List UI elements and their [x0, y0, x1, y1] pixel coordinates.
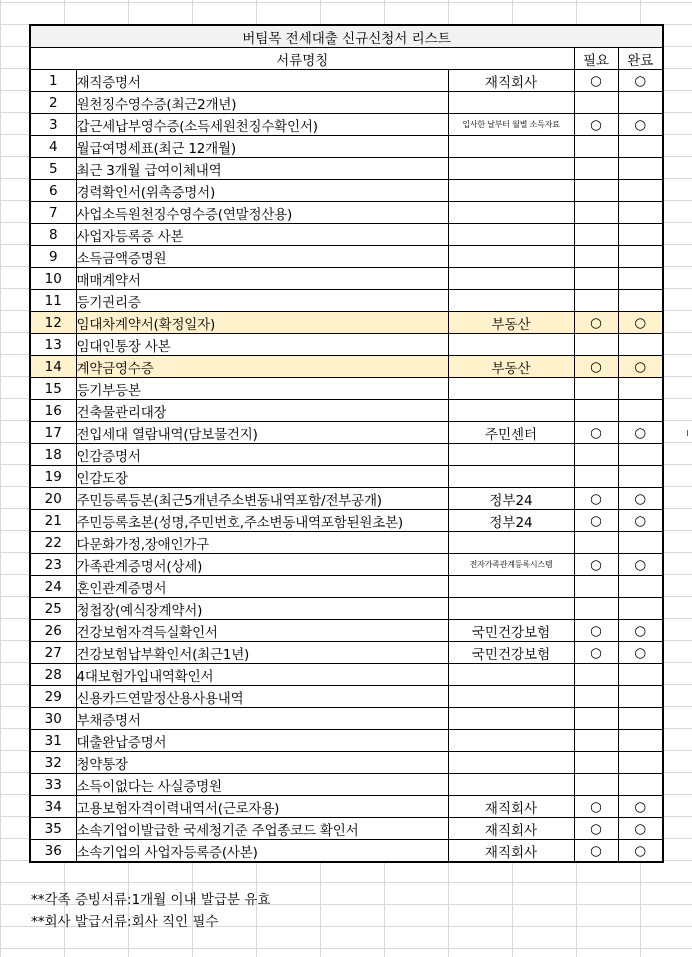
row-number[interactable]: 1	[30, 70, 76, 92]
issuer-cell[interactable]: 재직회사	[448, 818, 574, 840]
row-number[interactable]: 17	[30, 422, 76, 444]
document-name-cell[interactable]: 다문화가정,장애인가구	[76, 532, 448, 554]
header-row	[30, 48, 663, 70]
row-number[interactable]: 2	[30, 92, 76, 114]
required-cell[interactable]	[574, 664, 618, 686]
row-number[interactable]: 36	[30, 840, 76, 863]
issuer-cell[interactable]	[448, 466, 574, 488]
document-name-cell[interactable]: 건축물관리대장	[76, 400, 448, 422]
document-name-cell[interactable]: 소속기업이발급한 국세청기준 주업종코드 확인서	[76, 818, 448, 840]
required-cell[interactable]: ○	[574, 70, 618, 92]
note-company-seal[interactable]: **회사 발급서류:회사 직인 필수	[31, 914, 219, 930]
required-cell[interactable]: ○	[574, 818, 618, 840]
completed-cell[interactable]: ○	[618, 114, 663, 136]
required-cell[interactable]	[574, 686, 618, 708]
table-row	[30, 422, 663, 444]
row-number[interactable]: 28	[30, 664, 76, 686]
row-number[interactable]: 9	[30, 246, 76, 268]
row-number[interactable]: 32	[30, 752, 76, 774]
completed-cell[interactable]: ○	[618, 510, 663, 532]
table-row	[30, 356, 663, 378]
table-row	[30, 312, 663, 334]
row-number[interactable]: 3	[30, 114, 76, 136]
table-row	[30, 136, 663, 158]
completed-cell[interactable]	[618, 708, 663, 730]
completed-cell[interactable]: ○	[618, 488, 663, 510]
document-name-cell[interactable]: 임대인통장 사본	[76, 334, 448, 356]
document-name-cell[interactable]: 가족관계증명서(상세)	[76, 554, 448, 576]
document-name-cell[interactable]: 재직증명서	[76, 70, 448, 92]
required-cell[interactable]	[574, 158, 618, 180]
issuer-cell[interactable]	[448, 400, 574, 422]
row-number[interactable]: 31	[30, 730, 76, 752]
issuer-cell[interactable]	[448, 202, 574, 224]
completed-cell[interactable]	[618, 532, 663, 554]
document-name-cell[interactable]: 건강보험납부확인서(최근1년)	[76, 642, 448, 664]
table-row	[30, 664, 663, 686]
table-row	[30, 730, 663, 752]
required-cell[interactable]: ○	[574, 422, 618, 444]
issuer-cell[interactable]	[448, 532, 574, 554]
required-cell[interactable]: ○	[574, 840, 618, 863]
issuer-cell[interactable]	[448, 224, 574, 246]
table-row	[30, 378, 663, 400]
issuer-cell[interactable]	[448, 752, 574, 774]
row-number[interactable]: 11	[30, 290, 76, 312]
table-row	[30, 92, 663, 114]
completed-cell[interactable]: ○	[618, 422, 663, 444]
required-cell[interactable]	[574, 268, 618, 290]
required-cell[interactable]	[574, 378, 618, 400]
table-body	[30, 70, 663, 863]
table-row	[30, 202, 663, 224]
table-row	[30, 158, 663, 180]
required-cell[interactable]	[574, 576, 618, 598]
required-cell[interactable]	[574, 334, 618, 356]
row-number[interactable]: 4	[30, 136, 76, 158]
table-row	[30, 70, 663, 92]
document-name-cell[interactable]: 청약통장	[76, 752, 448, 774]
issuer-cell[interactable]	[448, 598, 574, 620]
document-name-cell[interactable]: 매매계약서	[76, 268, 448, 290]
issuer-cell[interactable]	[448, 378, 574, 400]
required-cell[interactable]: ○	[574, 510, 618, 532]
table-row	[30, 224, 663, 246]
required-cell[interactable]	[574, 246, 618, 268]
completed-cell[interactable]: ○	[618, 312, 663, 334]
document-name-cell[interactable]: 등기부등본	[76, 378, 448, 400]
document-name-cell[interactable]: 소속기업의 사업자등록증(사본)	[76, 840, 448, 863]
table-row	[30, 488, 663, 510]
document-name-cell[interactable]: 인감증명서	[76, 444, 448, 466]
table-row	[30, 114, 663, 136]
header-completed[interactable]: 완료	[618, 48, 663, 70]
row-number[interactable]: 33	[30, 774, 76, 796]
table-row	[30, 290, 663, 312]
required-cell[interactable]: ○	[574, 312, 618, 334]
table-row	[30, 774, 663, 796]
document-name-cell[interactable]: 사업자등록증 사본	[76, 224, 448, 246]
table-row	[30, 510, 663, 532]
row-number[interactable]: 22	[30, 532, 76, 554]
document-checklist-table	[29, 24, 664, 863]
required-cell[interactable]	[574, 598, 618, 620]
completed-cell[interactable]	[618, 158, 663, 180]
completed-cell[interactable]	[618, 334, 663, 356]
issuer-cell[interactable]	[448, 576, 574, 598]
completed-cell[interactable]: ○	[618, 70, 663, 92]
document-name-cell[interactable]: 월급여명세표(최근 12개월)	[76, 136, 448, 158]
document-name-cell[interactable]: 등기권리증	[76, 290, 448, 312]
row-number[interactable]: 14	[30, 356, 76, 378]
document-name-cell[interactable]: 부채증명서	[76, 708, 448, 730]
document-name-cell[interactable]: 대출완납증명서	[76, 730, 448, 752]
required-cell[interactable]	[574, 136, 618, 158]
row-number[interactable]: 6	[30, 180, 76, 202]
issuer-cell[interactable]	[448, 664, 574, 686]
issuer-cell[interactable]: 전자가족관계등록시스템	[448, 554, 574, 576]
row-number[interactable]: 30	[30, 708, 76, 730]
table-row	[30, 686, 663, 708]
row-number[interactable]: 10	[30, 268, 76, 290]
issuer-cell[interactable]: 부동산	[448, 312, 574, 334]
document-name-cell[interactable]: 주민등록등본(최근5개년주소변동내역포함/전부공개)	[76, 488, 448, 510]
row-number[interactable]: 35	[30, 818, 76, 840]
completed-cell[interactable]	[618, 136, 663, 158]
required-cell[interactable]: ○	[574, 554, 618, 576]
document-name-cell[interactable]: 계약금영수증	[76, 356, 448, 378]
required-cell[interactable]	[574, 400, 618, 422]
issuer-cell[interactable]: 재직회사	[448, 70, 574, 92]
issuer-cell[interactable]	[448, 444, 574, 466]
issuer-cell[interactable]: 주민센터	[448, 422, 574, 444]
document-name-cell[interactable]: 4대보험가입내역확인서	[76, 664, 448, 686]
completed-cell[interactable]	[618, 400, 663, 422]
row-number[interactable]: 15	[30, 378, 76, 400]
document-name-cell[interactable]: 건강보험자격득실확인서	[76, 620, 448, 642]
completed-cell[interactable]	[618, 378, 663, 400]
required-cell[interactable]	[574, 444, 618, 466]
required-cell[interactable]: ○	[574, 642, 618, 664]
row-number[interactable]: 24	[30, 576, 76, 598]
completed-cell[interactable]: ○	[618, 840, 663, 863]
sheet-title[interactable]: 버팀목 전세대출 신규신청서 리스트	[30, 25, 663, 48]
document-name-cell[interactable]: 최근 3개월 급여이체내역	[76, 158, 448, 180]
required-cell[interactable]: ○	[574, 620, 618, 642]
issuer-cell[interactable]: 정부24	[448, 488, 574, 510]
document-name-cell[interactable]: 고용보험자격이력내역서(근로자용)	[76, 796, 448, 818]
completed-cell[interactable]	[618, 290, 663, 312]
table-row	[30, 796, 663, 818]
row-number[interactable]: 5	[30, 158, 76, 180]
completed-cell[interactable]	[618, 752, 663, 774]
completed-cell[interactable]	[618, 268, 663, 290]
required-cell[interactable]	[574, 202, 618, 224]
issuer-cell[interactable]	[448, 158, 574, 180]
document-name-cell[interactable]: 전입세대 열람내역(담보물건지)	[76, 422, 448, 444]
table-row	[30, 180, 663, 202]
required-cell[interactable]	[574, 532, 618, 554]
row-number[interactable]: 13	[30, 334, 76, 356]
row-number[interactable]: 25	[30, 598, 76, 620]
document-name-cell[interactable]: 소득금액증명원	[76, 246, 448, 268]
required-cell[interactable]	[574, 774, 618, 796]
completed-cell[interactable]: ○	[618, 356, 663, 378]
issuer-cell[interactable]: 부동산	[448, 356, 574, 378]
completed-cell[interactable]: ○	[618, 818, 663, 840]
row-number[interactable]: 21	[30, 510, 76, 532]
required-cell[interactable]	[574, 730, 618, 752]
required-cell[interactable]	[574, 92, 618, 114]
row-number[interactable]: 18	[30, 444, 76, 466]
issuer-cell[interactable]: 국민건강보험	[448, 620, 574, 642]
issuer-cell[interactable]	[448, 730, 574, 752]
issuer-cell[interactable]	[448, 180, 574, 202]
issuer-cell[interactable]	[448, 708, 574, 730]
required-cell[interactable]	[574, 466, 618, 488]
required-cell[interactable]	[574, 708, 618, 730]
table-row	[30, 246, 663, 268]
issuer-cell[interactable]	[448, 136, 574, 158]
issuer-cell[interactable]: 국민건강보험	[448, 642, 574, 664]
completed-cell[interactable]	[618, 730, 663, 752]
issuer-cell[interactable]: 입사한 날부터 월별 소득자료	[448, 114, 574, 136]
document-name-cell[interactable]: 신용카드연말정산용사용내역	[76, 686, 448, 708]
completed-cell[interactable]	[618, 92, 663, 114]
document-name-cell[interactable]: 소득이없다는 사실증명원	[76, 774, 448, 796]
table-row	[30, 642, 663, 664]
row-number[interactable]: 12	[30, 312, 76, 334]
completed-cell[interactable]	[618, 180, 663, 202]
required-cell[interactable]	[574, 752, 618, 774]
table-row	[30, 818, 663, 840]
document-name-cell[interactable]: 사업소득원천징수영수증(연말정산용)	[76, 202, 448, 224]
issuer-cell[interactable]: 재직회사	[448, 796, 574, 818]
title-row	[30, 25, 663, 48]
issuer-cell[interactable]	[448, 290, 574, 312]
issuer-cell[interactable]	[448, 334, 574, 356]
issuer-cell[interactable]	[448, 92, 574, 114]
table-row	[30, 532, 663, 554]
document-name-cell[interactable]: 혼인관계증명서	[76, 576, 448, 598]
completed-cell[interactable]	[618, 202, 663, 224]
completed-cell[interactable]: ○	[618, 620, 663, 642]
completed-cell[interactable]	[618, 686, 663, 708]
row-number[interactable]: 20	[30, 488, 76, 510]
row-number[interactable]: 26	[30, 620, 76, 642]
completed-cell[interactable]	[618, 598, 663, 620]
document-name-cell[interactable]: 청첩장(예식장계약서)	[76, 598, 448, 620]
completed-cell[interactable]	[618, 246, 663, 268]
row-number[interactable]: 19	[30, 466, 76, 488]
issuer-cell[interactable]	[448, 268, 574, 290]
required-cell[interactable]	[574, 180, 618, 202]
row-number[interactable]: 29	[30, 686, 76, 708]
edge-mark: ı	[686, 426, 690, 439]
row-number[interactable]: 27	[30, 642, 76, 664]
issuer-cell[interactable]	[448, 686, 574, 708]
required-cell[interactable]: ○	[574, 114, 618, 136]
required-cell[interactable]: ○	[574, 488, 618, 510]
document-name-cell[interactable]: 원천징수영수증(최근2개년)	[76, 92, 448, 114]
table-row	[30, 400, 663, 422]
note-validity[interactable]: **각족 증빙서류:1개월 이내 발급분 유효	[31, 892, 271, 908]
required-cell[interactable]	[574, 224, 618, 246]
table-row	[30, 554, 663, 576]
completed-cell[interactable]	[618, 444, 663, 466]
completed-cell[interactable]	[618, 664, 663, 686]
required-cell[interactable]: ○	[574, 796, 618, 818]
table-row	[30, 334, 663, 356]
header-document-name[interactable]: 서류명칭	[30, 48, 574, 70]
completed-cell[interactable]	[618, 466, 663, 488]
completed-cell[interactable]	[618, 224, 663, 246]
document-name-cell[interactable]: 경력확인서(위촉증명서)	[76, 180, 448, 202]
document-name-cell[interactable]: 인감도장	[76, 466, 448, 488]
row-number[interactable]: 8	[30, 224, 76, 246]
issuer-cell[interactable]	[448, 246, 574, 268]
issuer-cell[interactable]	[448, 774, 574, 796]
row-number[interactable]: 23	[30, 554, 76, 576]
row-number[interactable]: 16	[30, 400, 76, 422]
required-cell[interactable]: ○	[574, 356, 618, 378]
completed-cell[interactable]: ○	[618, 796, 663, 818]
issuer-cell[interactable]: 재직회사	[448, 840, 574, 863]
table-row	[30, 268, 663, 290]
header-required[interactable]: 필요	[574, 48, 618, 70]
completed-cell[interactable]: ○	[618, 642, 663, 664]
document-name-cell[interactable]: 갑근세납부영수증(소득세원천징수확인서)	[76, 114, 448, 136]
required-cell[interactable]	[574, 290, 618, 312]
document-name-cell[interactable]: 임대차계약서(확정일자)	[76, 312, 448, 334]
table-row	[30, 466, 663, 488]
table-row	[30, 598, 663, 620]
table-row	[30, 752, 663, 774]
row-number[interactable]: 7	[30, 202, 76, 224]
completed-cell[interactable]	[618, 576, 663, 598]
table-row	[30, 708, 663, 730]
row-number[interactable]: 34	[30, 796, 76, 818]
completed-cell[interactable]	[618, 774, 663, 796]
table-row	[30, 444, 663, 466]
completed-cell[interactable]: ○	[618, 554, 663, 576]
document-name-cell[interactable]: 주민등록초본(성명,주민번호,주소변동내역포함된원초본)	[76, 510, 448, 532]
table-row	[30, 576, 663, 598]
table-row	[30, 840, 663, 863]
table-row	[30, 620, 663, 642]
issuer-cell[interactable]: 정부24	[448, 510, 574, 532]
